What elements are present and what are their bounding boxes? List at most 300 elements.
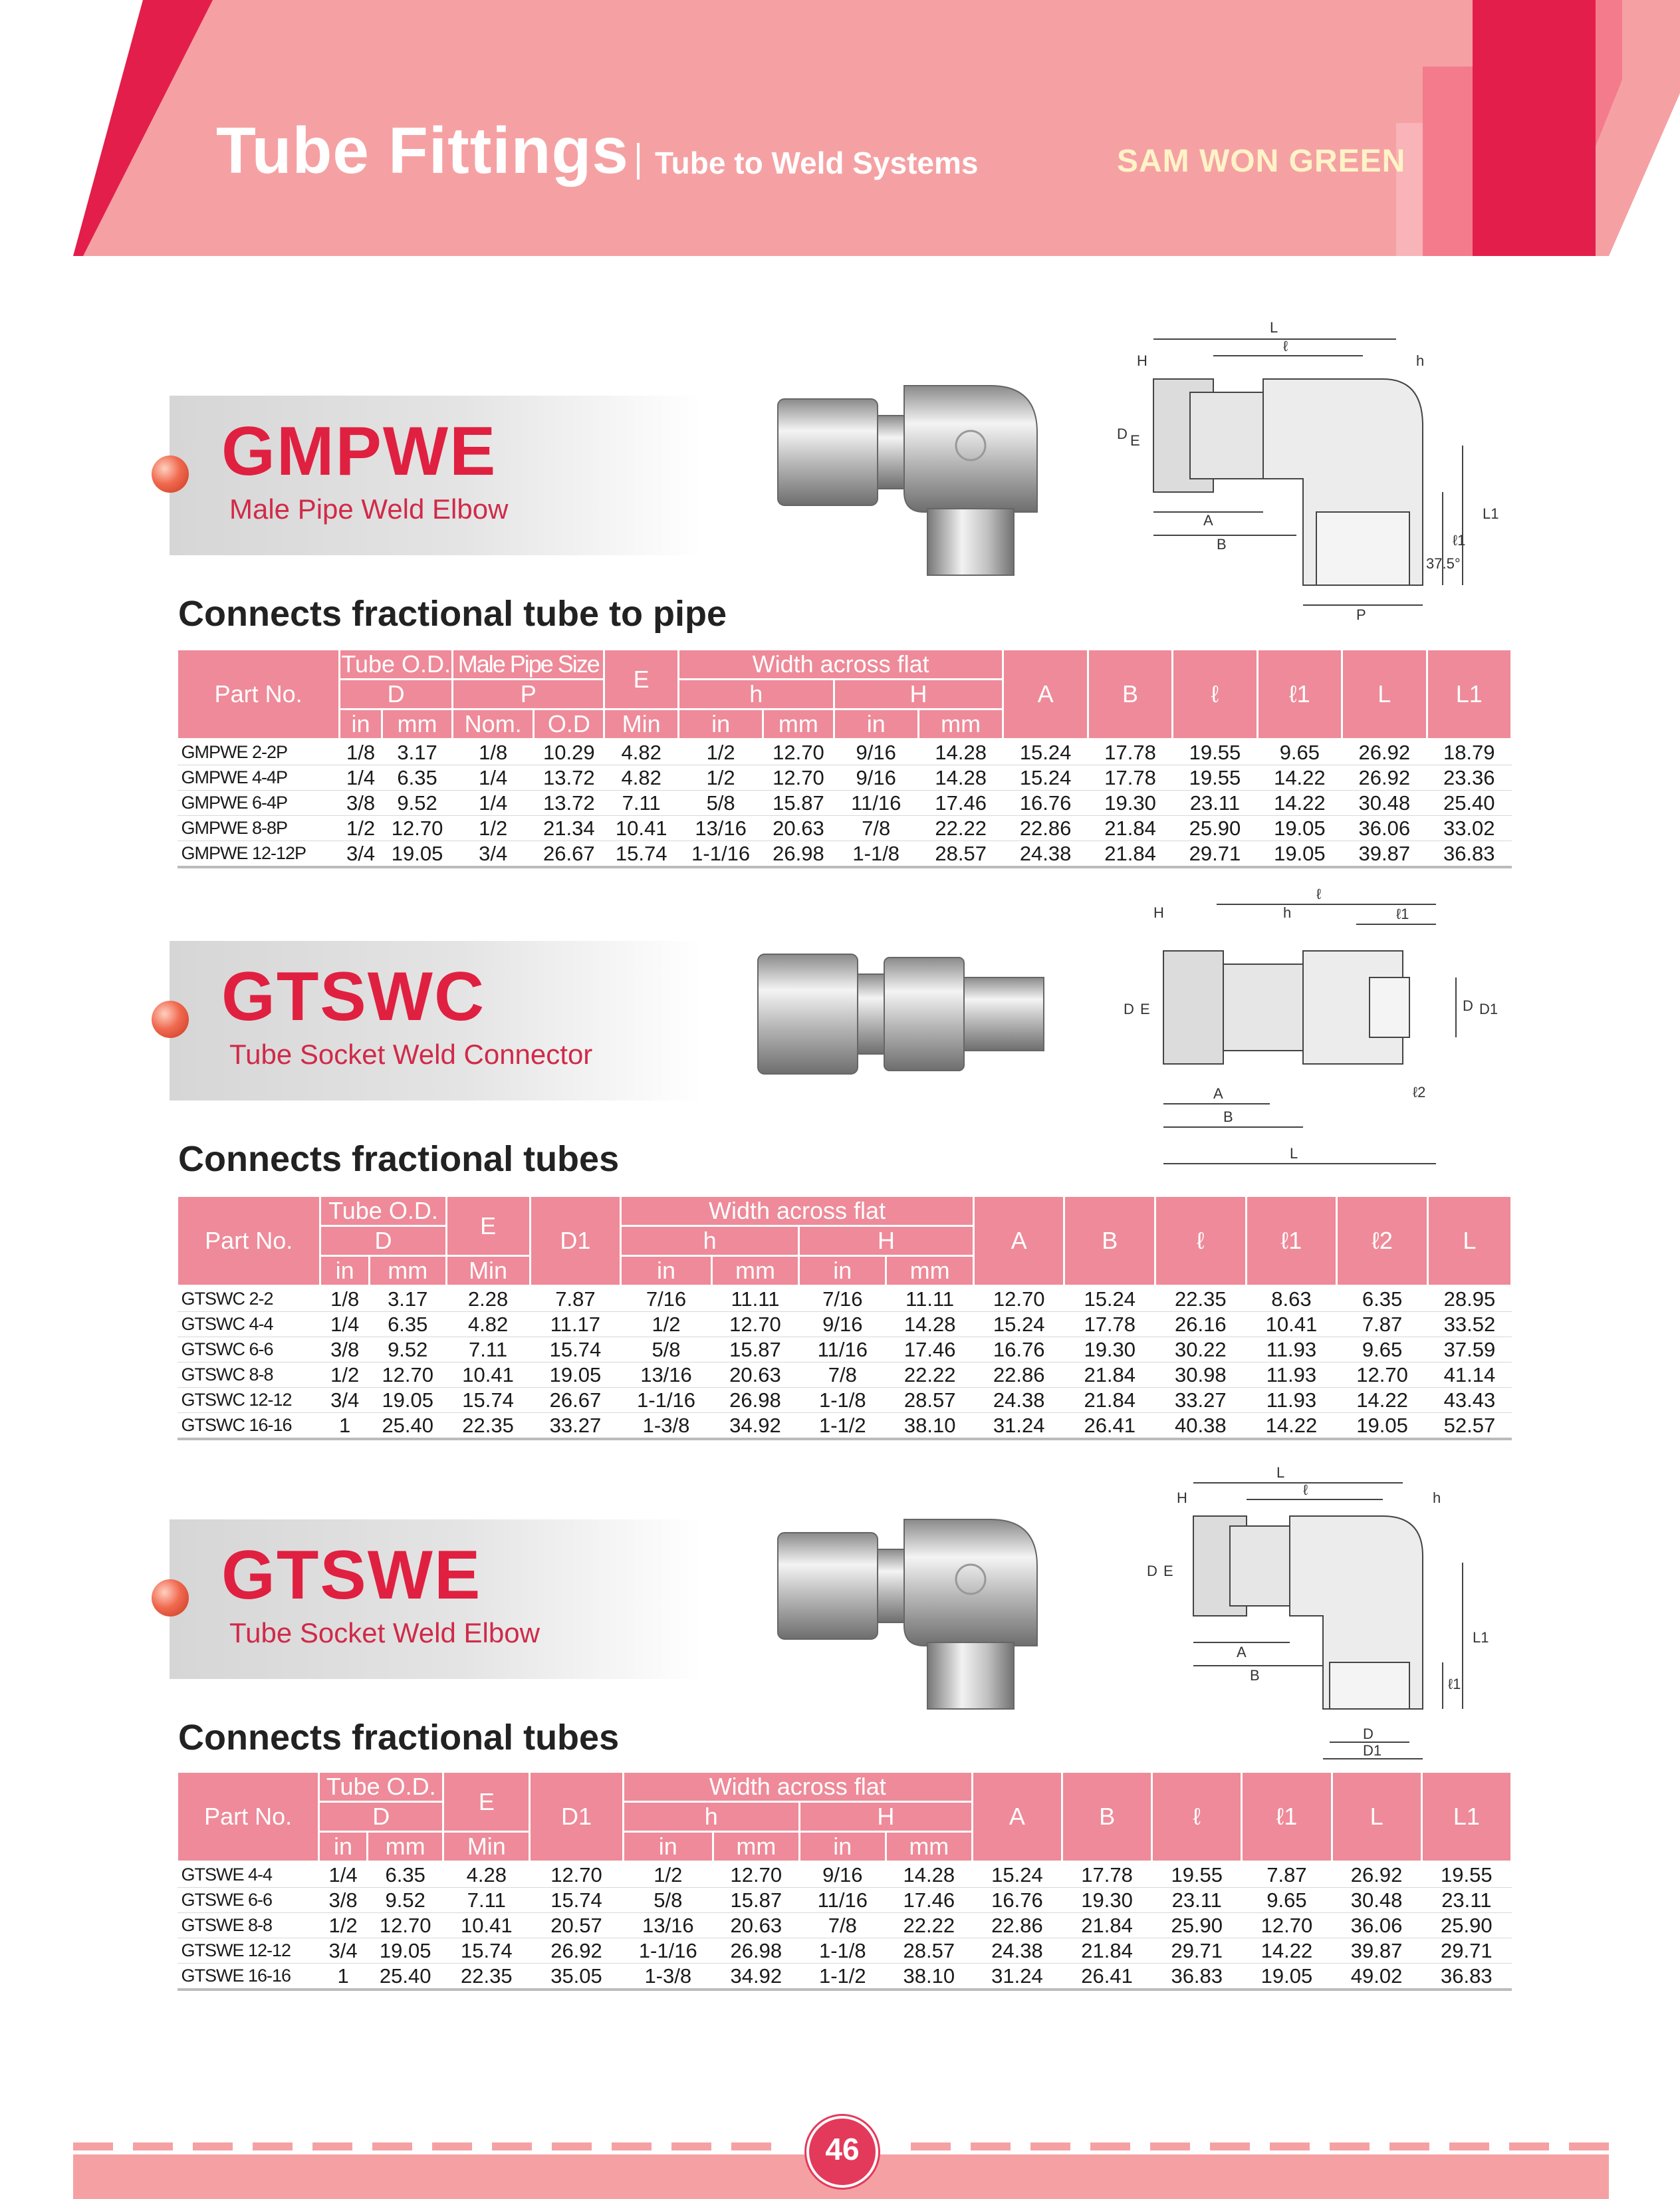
table-cell: 13.72 bbox=[534, 765, 604, 791]
dim-label: E bbox=[1140, 1001, 1150, 1017]
table-cell: 5/8 bbox=[678, 791, 763, 816]
table-body bbox=[178, 739, 1512, 868]
table-cell: 28.95 bbox=[1427, 1286, 1511, 1312]
part-number-cell: GTSWC 8-8 bbox=[178, 1362, 320, 1388]
section-subtitle: Connects fractional tube to pipe bbox=[178, 594, 727, 634]
table-cell: 23.11 bbox=[1173, 791, 1257, 816]
col-l-small: ℓ bbox=[1155, 1196, 1247, 1286]
table-cell: 33.27 bbox=[530, 1413, 621, 1440]
table-cell: 14.28 bbox=[918, 739, 1003, 765]
table-cell: 28.57 bbox=[886, 1938, 972, 1964]
table-row bbox=[178, 1388, 1512, 1413]
table-cell: 17.46 bbox=[886, 1337, 973, 1362]
table-row bbox=[178, 1312, 1512, 1337]
col-b: B bbox=[1064, 1196, 1155, 1286]
table-cell: 29.71 bbox=[1173, 841, 1257, 868]
table-cell: 33.52 bbox=[1427, 1312, 1511, 1337]
section-subtitle: Connects fractional tubes bbox=[178, 1718, 620, 1757]
part-number-cell: GMPWE 8-8P bbox=[178, 816, 340, 841]
part-number-cell: GTSWE 16-16 bbox=[178, 1964, 319, 1990]
col-unit-mm: mm bbox=[369, 1256, 446, 1286]
col-l1: L1 bbox=[1421, 1772, 1511, 1862]
dim-label: D bbox=[1117, 426, 1128, 442]
col-d1: D1 bbox=[530, 1196, 621, 1286]
table-cell: 1-1/8 bbox=[799, 1388, 886, 1413]
table-cell: 22.86 bbox=[973, 1362, 1064, 1388]
part-number-cell: GTSWC 12-12 bbox=[178, 1388, 320, 1413]
table-cell: 30.48 bbox=[1332, 1888, 1421, 1913]
col-tube-od: Tube O.D. bbox=[320, 1196, 446, 1226]
table-cell: 10.41 bbox=[446, 1362, 530, 1388]
col-l1-small: ℓ1 bbox=[1246, 1196, 1337, 1286]
table-cell: 9/16 bbox=[799, 1312, 886, 1337]
table-cell: 3.17 bbox=[369, 1286, 446, 1312]
col-l1: L1 bbox=[1427, 650, 1512, 739]
col-l: L bbox=[1342, 650, 1427, 739]
table-cell: 12.70 bbox=[382, 816, 452, 841]
product-code: GTSWC bbox=[221, 958, 486, 1035]
table-cell: 7.11 bbox=[443, 1888, 530, 1913]
table-cell: 14.22 bbox=[1337, 1388, 1428, 1413]
table-cell: 9.65 bbox=[1337, 1337, 1428, 1362]
table-cell: 19.05 bbox=[1257, 841, 1342, 868]
table-cell: 1/4 bbox=[453, 765, 534, 791]
table-cell: 1 bbox=[319, 1964, 368, 1990]
table-cell: 11.11 bbox=[886, 1286, 973, 1312]
table-cell: 7.11 bbox=[604, 791, 678, 816]
table-cell: 23.11 bbox=[1152, 1888, 1242, 1913]
table-cell: 25.40 bbox=[1427, 791, 1512, 816]
table-cell: 26.92 bbox=[1332, 1862, 1421, 1888]
table-body bbox=[178, 1862, 1512, 1990]
table-cell: 1/2 bbox=[678, 739, 763, 765]
col-unit-mm: mm bbox=[763, 710, 834, 739]
table-cell: 26.92 bbox=[1342, 739, 1427, 765]
table-cell: 26.41 bbox=[1064, 1413, 1155, 1440]
table-cell: 20.63 bbox=[713, 1913, 799, 1938]
table-cell: 36.83 bbox=[1421, 1964, 1511, 1990]
table-cell: 9.65 bbox=[1242, 1888, 1332, 1913]
table-cell: 13/16 bbox=[621, 1362, 712, 1388]
dim-label: D1 bbox=[1363, 1742, 1382, 1759]
col-unit-in: in bbox=[834, 710, 918, 739]
dimension-drawing-gmpwe bbox=[1090, 313, 1516, 625]
col-min: Min bbox=[604, 710, 678, 739]
col-min: Min bbox=[446, 1256, 530, 1286]
col-unit-mm: mm bbox=[382, 710, 452, 739]
table-cell: 1-3/8 bbox=[621, 1413, 712, 1440]
table-cell: 19.05 bbox=[1242, 1964, 1332, 1990]
table-cell: 21.84 bbox=[1062, 1913, 1151, 1938]
table-cell: 15.24 bbox=[973, 1312, 1064, 1337]
table-cell: 1 bbox=[320, 1413, 370, 1440]
bullet-dot bbox=[152, 455, 189, 493]
table-cell: 21.34 bbox=[534, 816, 604, 841]
col-unit-in: in bbox=[678, 710, 763, 739]
dim-label: L1 bbox=[1473, 1629, 1489, 1646]
spec-table-gtswe bbox=[176, 1771, 1512, 1991]
table-cell: 14.28 bbox=[918, 765, 1003, 791]
table-cell: 38.10 bbox=[886, 1413, 973, 1440]
col-tube-od: Tube O.D. bbox=[319, 1772, 443, 1802]
table-cell: 4.82 bbox=[604, 739, 678, 765]
table-cell: 7.87 bbox=[1337, 1312, 1428, 1337]
dim-label: ℓ bbox=[1316, 886, 1322, 902]
dim-label: ℓ1 bbox=[1448, 1676, 1461, 1692]
table-cell: 15.87 bbox=[713, 1888, 799, 1913]
table-cell: 24.38 bbox=[973, 1388, 1064, 1413]
col-l: L bbox=[1332, 1772, 1421, 1862]
table-cell: 19.55 bbox=[1421, 1862, 1511, 1888]
table-cell: 14.22 bbox=[1257, 791, 1342, 816]
col-unit-in: in bbox=[319, 1832, 368, 1862]
table-cell: 26.98 bbox=[763, 841, 834, 868]
table-cell: 12.70 bbox=[763, 765, 834, 791]
col-width-across-flat: Width across flat bbox=[678, 650, 1003, 680]
table-cell: 7.87 bbox=[530, 1286, 621, 1312]
table-cell: 20.63 bbox=[711, 1362, 798, 1388]
col-l-small: ℓ bbox=[1173, 650, 1257, 739]
table-row bbox=[178, 791, 1512, 816]
table-cell: 19.30 bbox=[1088, 791, 1172, 816]
table-cell: 9/16 bbox=[799, 1862, 886, 1888]
bullet-dot bbox=[152, 1579, 189, 1617]
dim-label: D bbox=[1124, 1001, 1134, 1017]
col-b: B bbox=[1062, 1772, 1151, 1862]
col-h-small: h bbox=[678, 680, 834, 710]
table-cell: 19.05 bbox=[530, 1362, 621, 1388]
table-cell: 19.55 bbox=[1173, 739, 1257, 765]
table-cell: 38.10 bbox=[886, 1964, 972, 1990]
dim-label: B bbox=[1250, 1667, 1260, 1684]
table-cell: 26.92 bbox=[1342, 765, 1427, 791]
table-cell: 24.38 bbox=[972, 1938, 1062, 1964]
col-h: H bbox=[799, 1226, 974, 1256]
dim-label: E bbox=[1130, 432, 1140, 449]
table-cell: 40.38 bbox=[1155, 1413, 1247, 1440]
table-cell: 14.22 bbox=[1242, 1938, 1332, 1964]
dim-label: D bbox=[1363, 1726, 1374, 1742]
table-cell: 7.11 bbox=[446, 1337, 530, 1362]
table-cell: 1-1/16 bbox=[623, 1938, 713, 1964]
product-photo-connector bbox=[755, 944, 1047, 1084]
table-cell: 43.43 bbox=[1427, 1388, 1511, 1413]
part-number-cell: GTSWE 12-12 bbox=[178, 1938, 319, 1964]
table-cell: 22.22 bbox=[918, 816, 1003, 841]
spec-table-gmpwe bbox=[176, 648, 1512, 868]
table-cell: 5/8 bbox=[621, 1337, 712, 1362]
col-a: A bbox=[972, 1772, 1062, 1862]
table-cell: 9.65 bbox=[1257, 739, 1342, 765]
table-cell: 3/8 bbox=[320, 1337, 370, 1362]
table-cell: 37.59 bbox=[1427, 1337, 1511, 1362]
dim-label: A bbox=[1203, 512, 1213, 529]
title-separator bbox=[637, 143, 640, 180]
table-cell: 15.24 bbox=[972, 1862, 1062, 1888]
col-width-across-flat: Width across flat bbox=[623, 1772, 972, 1802]
table-cell: 30.48 bbox=[1342, 791, 1427, 816]
table-cell: 21.84 bbox=[1064, 1362, 1155, 1388]
page-number: 46 bbox=[825, 2132, 860, 2166]
col-unit-in: in bbox=[799, 1256, 886, 1286]
col-d1: D1 bbox=[530, 1772, 623, 1862]
brand-name: SAM WON GREEN bbox=[1117, 144, 1406, 179]
table-row bbox=[178, 1413, 1512, 1440]
table-cell: 22.35 bbox=[446, 1413, 530, 1440]
dim-label: D bbox=[1147, 1563, 1157, 1579]
table-cell: 12.70 bbox=[713, 1862, 799, 1888]
table-cell: 16.76 bbox=[973, 1337, 1064, 1362]
table-cell: 3/4 bbox=[320, 1388, 370, 1413]
table-cell: 26.98 bbox=[713, 1938, 799, 1964]
table-cell: 15.74 bbox=[443, 1938, 530, 1964]
table-cell: 25.90 bbox=[1152, 1913, 1242, 1938]
col-part-no: Part No. bbox=[178, 1196, 320, 1286]
part-number-cell: GTSWC 4-4 bbox=[178, 1312, 320, 1337]
part-number-cell: GTSWE 6-6 bbox=[178, 1888, 319, 1913]
dim-label: 37.5° bbox=[1426, 555, 1461, 572]
dim-label: B bbox=[1217, 536, 1227, 553]
table-cell: 26.67 bbox=[530, 1388, 621, 1413]
table-cell: 12.70 bbox=[369, 1362, 446, 1388]
col-width-across-flat: Width across flat bbox=[621, 1196, 974, 1226]
table-cell: 1-1/8 bbox=[799, 1938, 886, 1964]
table-cell: 1/2 bbox=[621, 1312, 712, 1337]
table-cell: 17.78 bbox=[1062, 1862, 1151, 1888]
col-e: E bbox=[446, 1196, 530, 1256]
table-cell: 14.22 bbox=[1257, 765, 1342, 791]
table-cell: 1-1/16 bbox=[678, 841, 763, 868]
table-cell: 21.84 bbox=[1088, 841, 1172, 868]
table-cell: 13/16 bbox=[623, 1913, 713, 1938]
part-number-cell: GTSWE 4-4 bbox=[178, 1862, 319, 1888]
table-cell: 52.57 bbox=[1427, 1413, 1511, 1440]
table-cell: 11.93 bbox=[1246, 1337, 1337, 1362]
table-cell: 7/16 bbox=[621, 1286, 712, 1312]
table-cell: 11.17 bbox=[530, 1312, 621, 1337]
col-part-no: Part No. bbox=[178, 1772, 319, 1862]
table-cell: 23.36 bbox=[1427, 765, 1512, 791]
col-a: A bbox=[1003, 650, 1088, 739]
table-cell: 36.06 bbox=[1342, 816, 1427, 841]
col-l: L bbox=[1427, 1196, 1511, 1286]
dim-label: h bbox=[1416, 352, 1425, 369]
table-cell: 19.05 bbox=[367, 1938, 443, 1964]
table-cell: 1/4 bbox=[340, 765, 382, 791]
col-e: E bbox=[443, 1772, 530, 1832]
table-cell: 19.30 bbox=[1062, 1888, 1151, 1913]
dim-label: ℓ bbox=[1283, 338, 1288, 354]
table-cell: 30.22 bbox=[1155, 1337, 1247, 1362]
dim-label: L bbox=[1270, 319, 1278, 336]
table-cell: 7.87 bbox=[1242, 1862, 1332, 1888]
table-cell: 1/2 bbox=[320, 1362, 370, 1388]
col-unit-mm: mm bbox=[886, 1256, 973, 1286]
dim-label: h bbox=[1433, 1489, 1441, 1506]
table-cell: 15.87 bbox=[763, 791, 834, 816]
table-cell: 11/16 bbox=[834, 791, 918, 816]
table-cell: 1-3/8 bbox=[623, 1964, 713, 1990]
page-title: Tube Fittings bbox=[216, 114, 629, 187]
table-cell: 35.05 bbox=[530, 1964, 623, 1990]
table-cell: 7/8 bbox=[799, 1362, 886, 1388]
table-cell: 14.28 bbox=[886, 1862, 972, 1888]
table-cell: 21.84 bbox=[1088, 816, 1172, 841]
table-cell: 21.84 bbox=[1062, 1938, 1151, 1964]
table-cell: 25.40 bbox=[367, 1964, 443, 1990]
table-row bbox=[178, 765, 1512, 791]
table-cell: 49.02 bbox=[1332, 1964, 1421, 1990]
table-cell: 1/2 bbox=[453, 816, 534, 841]
table-cell: 11/16 bbox=[799, 1888, 886, 1913]
dim-label: H bbox=[1177, 1489, 1187, 1506]
dim-label: H bbox=[1153, 904, 1164, 921]
table-cell: 22.35 bbox=[443, 1964, 530, 1990]
table-cell: 29.71 bbox=[1152, 1938, 1242, 1964]
col-unit-in: in bbox=[621, 1256, 712, 1286]
col-e: E bbox=[604, 650, 678, 710]
table-cell: 15.87 bbox=[711, 1337, 798, 1362]
table-cell: 21.84 bbox=[1064, 1388, 1155, 1413]
table-cell: 25.90 bbox=[1421, 1913, 1511, 1938]
table-cell: 1/4 bbox=[320, 1312, 370, 1337]
table-cell: 6.35 bbox=[369, 1312, 446, 1337]
table-cell: 1/8 bbox=[320, 1286, 370, 1312]
spec-table-gtswc bbox=[176, 1195, 1512, 1440]
page-header bbox=[0, 0, 1680, 266]
table-row bbox=[178, 1964, 1512, 1990]
table-row bbox=[178, 1913, 1512, 1938]
table-body bbox=[178, 1286, 1512, 1440]
table-cell: 9.52 bbox=[382, 791, 452, 816]
table-cell: 3/8 bbox=[340, 791, 382, 816]
table-cell: 25.40 bbox=[369, 1413, 446, 1440]
table-cell: 13.72 bbox=[534, 791, 604, 816]
table-cell: 41.14 bbox=[1427, 1362, 1511, 1388]
product-description: Tube Socket Weld Connector bbox=[229, 1039, 593, 1070]
table-cell: 11.93 bbox=[1246, 1362, 1337, 1388]
bullet-dot bbox=[152, 1001, 189, 1038]
col-p: P bbox=[453, 680, 604, 710]
table-cell: 14.22 bbox=[1246, 1413, 1337, 1440]
col-unit-od: O.D bbox=[534, 710, 604, 739]
table-cell: 19.05 bbox=[382, 841, 452, 868]
table-cell: 24.38 bbox=[1003, 841, 1088, 868]
table-cell: 18.79 bbox=[1427, 739, 1512, 765]
part-number-cell: GTSWC 16-16 bbox=[178, 1413, 320, 1440]
table-cell: 9/16 bbox=[834, 765, 918, 791]
table-cell: 19.30 bbox=[1064, 1337, 1155, 1362]
table-cell: 1-1/8 bbox=[834, 841, 918, 868]
table-cell: 10.41 bbox=[443, 1913, 530, 1938]
table-cell: 1/4 bbox=[319, 1862, 368, 1888]
table-cell: 20.63 bbox=[763, 816, 834, 841]
col-h: H bbox=[834, 680, 1003, 710]
table-cell: 10.29 bbox=[534, 739, 604, 765]
table-row bbox=[178, 1888, 1512, 1913]
product-description: Tube Socket Weld Elbow bbox=[229, 1617, 540, 1648]
table-cell: 20.57 bbox=[530, 1913, 623, 1938]
col-d: D bbox=[340, 680, 453, 710]
table-cell: 22.22 bbox=[886, 1913, 972, 1938]
table-cell: 2.28 bbox=[446, 1286, 530, 1312]
col-unit-mm: mm bbox=[711, 1256, 798, 1286]
table-cell: 9.52 bbox=[369, 1337, 446, 1362]
dim-label: L1 bbox=[1483, 505, 1499, 522]
table-cell: 1/2 bbox=[678, 765, 763, 791]
table-cell: 1-1/2 bbox=[799, 1964, 886, 1990]
table-cell: 15.24 bbox=[1003, 765, 1088, 791]
table-cell: 12.70 bbox=[367, 1913, 443, 1938]
table-cell: 3/4 bbox=[319, 1938, 368, 1964]
table-cell: 26.67 bbox=[534, 841, 604, 868]
table-cell: 33.27 bbox=[1155, 1388, 1247, 1413]
table-cell: 7/16 bbox=[799, 1286, 886, 1312]
dimension-drawing-gtswe bbox=[1130, 1463, 1516, 1769]
col-unit-mm: mm bbox=[713, 1832, 799, 1862]
dim-label: L bbox=[1290, 1145, 1298, 1162]
table-cell: 6.35 bbox=[367, 1862, 443, 1888]
table-row bbox=[178, 816, 1512, 841]
table-cell: 17.78 bbox=[1088, 765, 1172, 791]
col-l1-small: ℓ1 bbox=[1257, 650, 1342, 739]
table-row bbox=[178, 1286, 1512, 1312]
table-cell: 3/4 bbox=[453, 841, 534, 868]
table-row bbox=[178, 1938, 1512, 1964]
table-cell: 14.28 bbox=[886, 1312, 973, 1337]
table-cell: 15.74 bbox=[604, 841, 678, 868]
table-cell: 10.41 bbox=[1246, 1312, 1337, 1337]
table-cell: 28.57 bbox=[918, 841, 1003, 868]
table-cell: 12.70 bbox=[973, 1286, 1064, 1312]
part-number-cell: GTSWE 8-8 bbox=[178, 1913, 319, 1938]
table-cell: 15.24 bbox=[1003, 739, 1088, 765]
table-cell: 12.70 bbox=[711, 1312, 798, 1337]
table-cell: 19.05 bbox=[369, 1388, 446, 1413]
col-a: A bbox=[973, 1196, 1064, 1286]
dim-label: ℓ1 bbox=[1453, 532, 1466, 549]
dim-label: E bbox=[1163, 1563, 1173, 1579]
table-cell: 15.74 bbox=[530, 1888, 623, 1913]
col-unit-in: in bbox=[623, 1832, 713, 1862]
table-cell: 1/2 bbox=[340, 816, 382, 841]
col-unit-mm: mm bbox=[886, 1832, 972, 1862]
dim-label: D bbox=[1463, 997, 1473, 1014]
table-cell: 1/8 bbox=[453, 739, 534, 765]
table-cell: 6.35 bbox=[1337, 1286, 1428, 1312]
table-cell: 34.92 bbox=[713, 1964, 799, 1990]
product-photo-elbow bbox=[771, 1513, 1050, 1719]
dim-label: ℓ1 bbox=[1396, 906, 1409, 922]
table-cell: 26.16 bbox=[1155, 1312, 1247, 1337]
col-unit-nom: Nom. bbox=[453, 710, 534, 739]
table-cell: 26.98 bbox=[711, 1388, 798, 1413]
table-cell: 26.92 bbox=[530, 1938, 623, 1964]
product-code: GMPWE bbox=[221, 413, 497, 490]
table-cell: 17.78 bbox=[1088, 739, 1172, 765]
table-cell: 3.17 bbox=[382, 739, 452, 765]
part-number-cell: GTSWC 2-2 bbox=[178, 1286, 320, 1312]
table-cell: 16.76 bbox=[1003, 791, 1088, 816]
dim-label: A bbox=[1237, 1644, 1247, 1660]
part-number-cell: GMPWE 2-2P bbox=[178, 739, 340, 765]
col-l-small: ℓ bbox=[1152, 1772, 1242, 1862]
table-cell: 12.70 bbox=[1337, 1362, 1428, 1388]
table-row bbox=[178, 739, 1512, 765]
table-row bbox=[178, 1362, 1512, 1388]
dim-label: L bbox=[1276, 1464, 1285, 1481]
col-tube-od: Tube O.D. bbox=[340, 650, 453, 680]
